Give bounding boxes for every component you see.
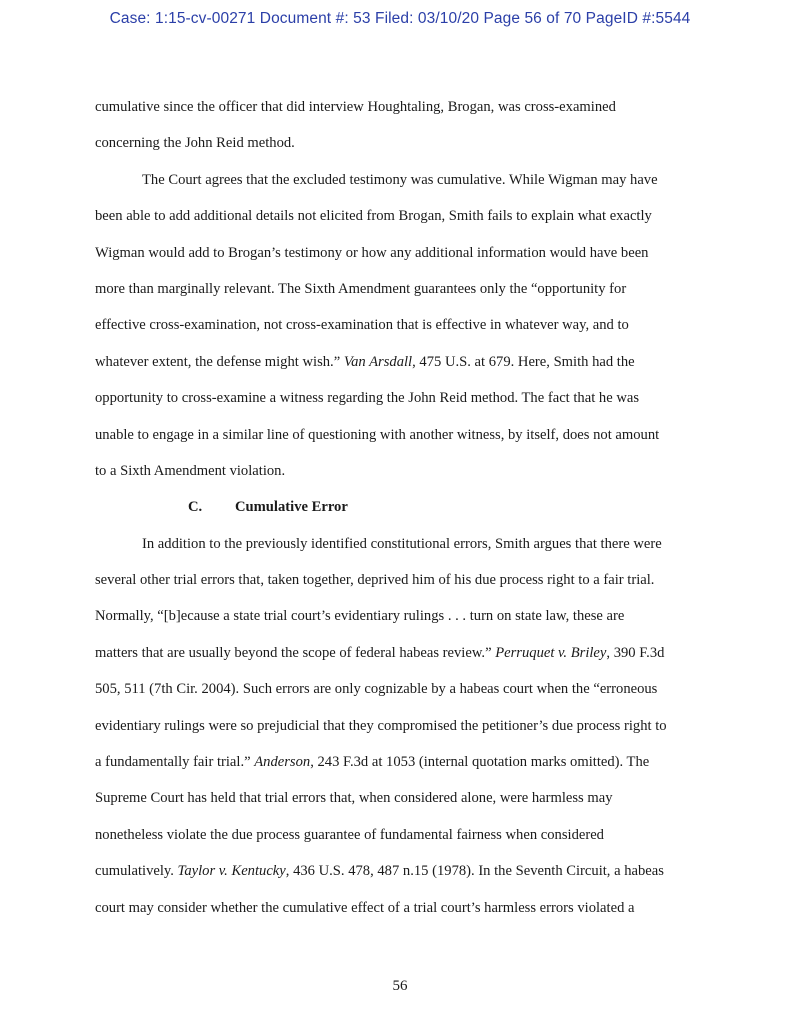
text-line bbox=[95, 853, 725, 889]
text-span: , 243 F.3d at 1053 (internal quotation marks omitted). The bbox=[310, 754, 650, 771]
text-span: evidentiary rulings were so prejudicial that they compromised the petitioner’s due process right to bbox=[95, 717, 667, 734]
text-span: Wigman would add to Brogan’s testimony or how any additional information would have been bbox=[95, 244, 649, 261]
text-line bbox=[95, 235, 725, 271]
text-line bbox=[95, 271, 725, 307]
case-citation: Perruquet v. Briley bbox=[495, 644, 607, 661]
text-line bbox=[95, 198, 725, 234]
text-line bbox=[95, 780, 725, 816]
text-span: Normally, “[b]ecause a state trial court’s evidentiary rulings . . . turn on state law, these are bbox=[95, 608, 625, 625]
text-line bbox=[95, 380, 725, 416]
text-span: several other trial errors that, taken together, deprived him of his due process right to a fair trial. bbox=[95, 572, 655, 589]
text-span: opportunity to cross-examine a witness regarding the John Reid method. The fact that he was bbox=[95, 390, 640, 407]
section-letter: C. bbox=[188, 499, 203, 516]
text-span: whatever extent, the defense might wish.” bbox=[95, 353, 341, 370]
text-line bbox=[95, 526, 725, 562]
text-span: matters that are usually beyond the scope of federal habeas review.” bbox=[95, 644, 492, 661]
text-span: unable to engage in a similar line of questioning with another witness, by itself, does not amount bbox=[95, 426, 660, 443]
text-line bbox=[95, 89, 725, 125]
document-body bbox=[95, 89, 725, 926]
text-line bbox=[95, 307, 725, 343]
text-line bbox=[95, 125, 725, 161]
text-line bbox=[95, 453, 725, 489]
case-citation: Taylor v. Kentucky bbox=[177, 863, 286, 880]
text-line bbox=[95, 890, 725, 926]
case-header: Case: 1:15-cv-00271 Document #: 53 Filed: 03/10/20 Page 56 of 70 PageID #:5544 bbox=[109, 10, 691, 27]
text-line bbox=[95, 598, 725, 634]
section-title: Cumulative Error bbox=[235, 499, 348, 516]
case-citation: Anderson bbox=[254, 754, 311, 771]
text-line bbox=[95, 671, 725, 707]
case-citation: Van Arsdall bbox=[343, 353, 413, 370]
text-span: a fundamentally fair trial.” bbox=[95, 754, 251, 771]
text-span: court may consider whether the cumulative effect of a trial court’s harmless errors violated a bbox=[95, 899, 635, 916]
text-line bbox=[95, 417, 725, 453]
text-span: , 390 F.3d bbox=[606, 644, 665, 661]
text-line bbox=[95, 162, 725, 198]
text-line bbox=[95, 744, 725, 780]
text-span: , 475 U.S. at 679. Here, Smith had the bbox=[412, 353, 635, 370]
text-line bbox=[95, 562, 725, 598]
text-span: The Court agrees that the excluded testimony was cumulative. While Wigman may have bbox=[142, 171, 658, 188]
text-span: nonetheless violate the due process guarantee of fundamental fairness when considered bbox=[95, 826, 604, 843]
text-span: In addition to the previously identified constitutional errors, Smith argues that there were bbox=[142, 535, 662, 552]
text-line bbox=[95, 708, 725, 744]
text-line bbox=[95, 635, 725, 671]
text-span: cumulative since the officer that did interview Houghtaling, Brogan, was cross-examined bbox=[95, 99, 616, 115]
text-span: 505, 511 (7th Cir. 2004). Such errors are only cognizable by a habeas court when the “erroneous bbox=[95, 681, 658, 698]
text-span: effective cross-examination, not cross-examination that is effective in whatever way, and to bbox=[95, 317, 629, 334]
text-line bbox=[95, 344, 725, 380]
text-span: , 436 U.S. 478, 487 n.15 (1978). In the Seventh Circuit, a habeas bbox=[285, 863, 664, 880]
text-line bbox=[95, 817, 725, 853]
text-span: Supreme Court has held that trial errors that, when considered alone, were harmless may bbox=[95, 790, 613, 807]
text-span: more than marginally relevant. The Sixth Amendment guarantees only the “opportunity for bbox=[95, 280, 627, 297]
text-span: been able to add additional details not elicited from Brogan, Smith fails to explain what exactly bbox=[95, 208, 652, 225]
text-span: to a Sixth Amendment violation. bbox=[95, 462, 286, 479]
text-span: concerning the John Reid method. bbox=[95, 135, 295, 152]
text-span: cumulatively. bbox=[95, 863, 174, 880]
page-number: 56 bbox=[392, 978, 408, 994]
section-heading bbox=[95, 489, 725, 525]
